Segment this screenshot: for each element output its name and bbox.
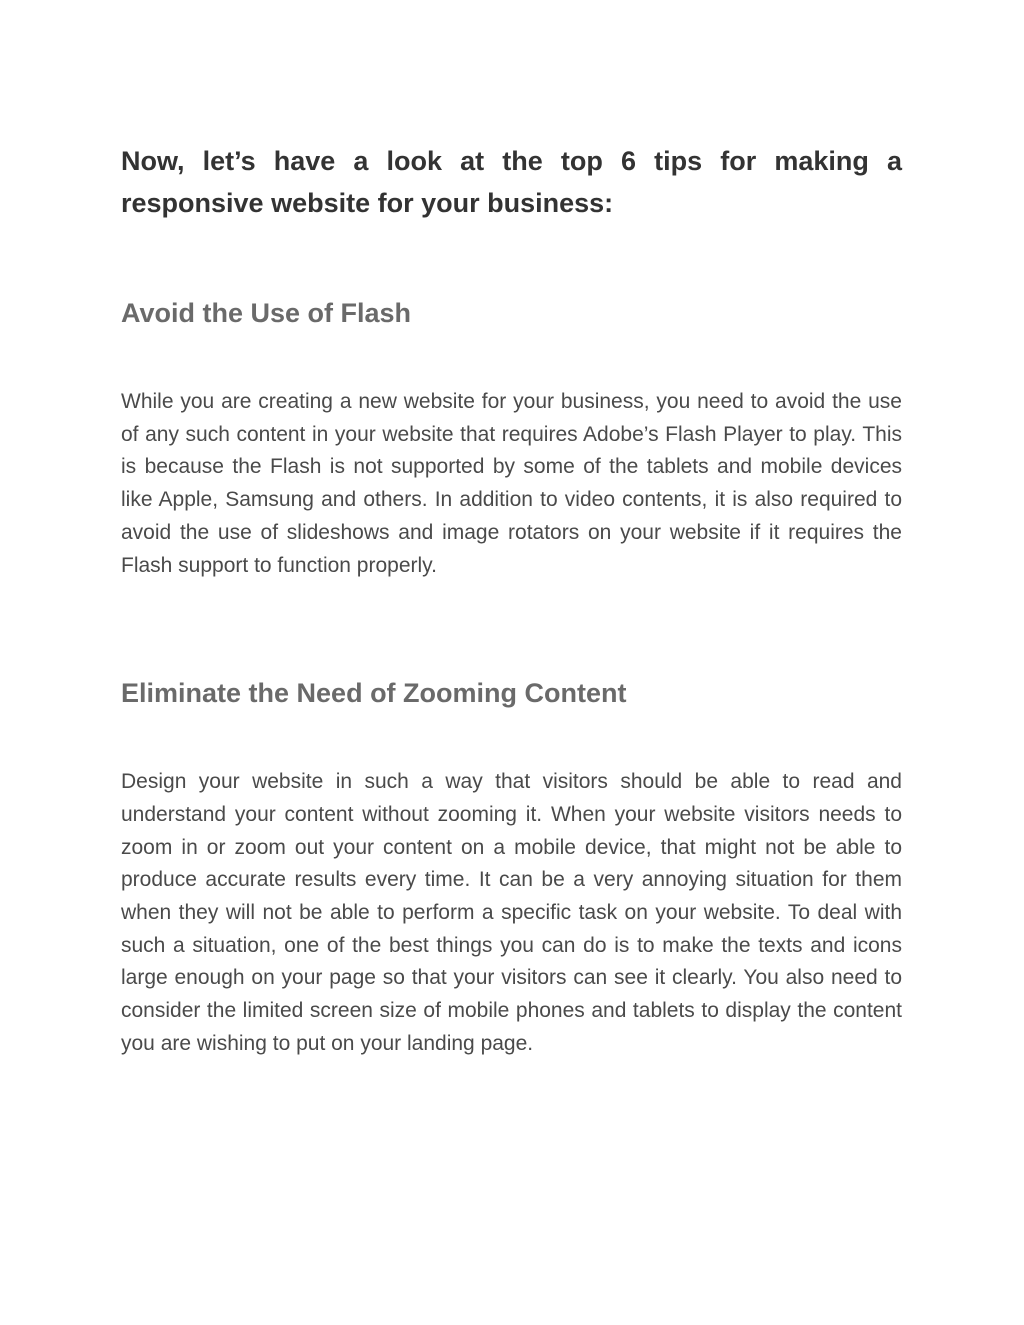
section-heading-avoid-flash: Avoid the Use of Flash (121, 298, 412, 328)
section-body-avoid-flash: While you are creating a new website for your business, you need to avoid the use of any such content in your website that requires Adobe’s Flash Player to play. This is because the Flash is not supported by some of the tablets and mobile devices like Apple, Samsung and others. In addition to video contents, it is also required to avoid the use of slideshows and image rotators on your website if it requires the Flash support to function properly. (121, 390, 902, 577)
section-body-zooming-content: Design your website in such a way that visitors should be able to read and understand your content without zooming it. When your website visitors needs to zoom in or zoom out your content on a mobile device, that might not be able to produce accurate results every time. It can be a very annoying situation for them when they will not be able to perform a specific task on your website. To deal with such a situation, one of the best things you can do is to make the texts and icons large enough on your page so that your visitors can see it clearly. You also need to consider the limited screen size of mobile phones and tablets to display the content you are wishing to put on your landing page. (121, 770, 902, 1055)
document-page (121, 140, 902, 1061)
section-heading-zooming-content: Eliminate the Need of Zooming Content (121, 678, 627, 709)
intro-paragraph: Now, let’s have a look at the top 6 tips for making a responsive website for your business: (121, 146, 902, 218)
